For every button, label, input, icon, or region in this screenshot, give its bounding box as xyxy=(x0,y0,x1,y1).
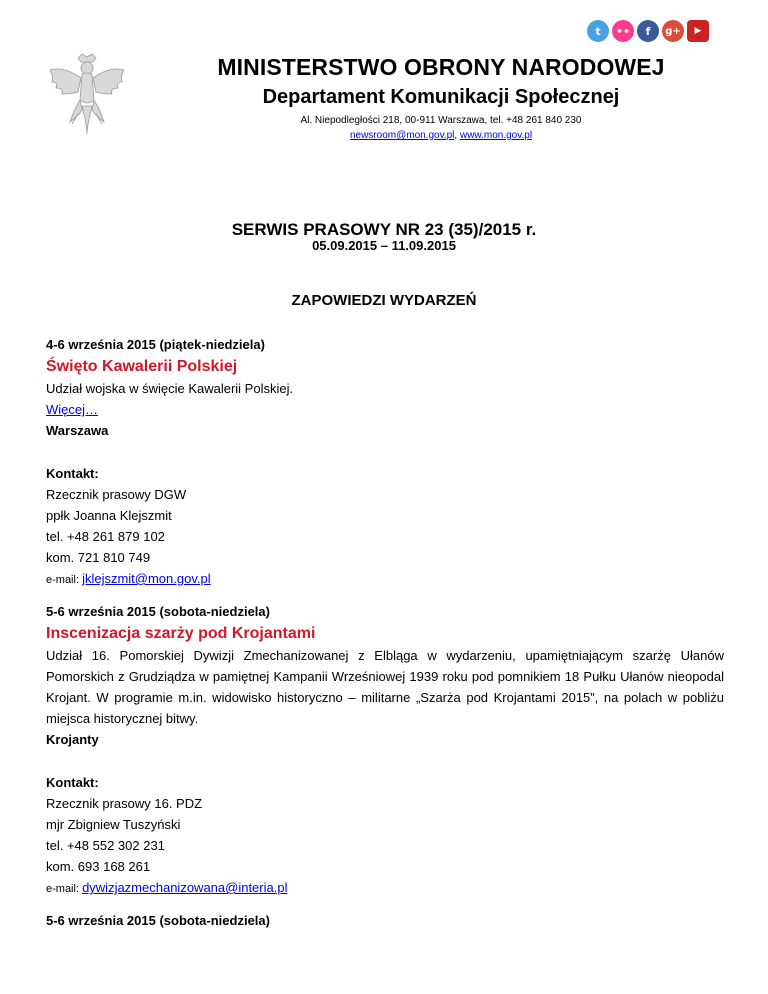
service-title: SERWIS PRASOWY NR 23 (35)/2015 r. xyxy=(231,220,537,239)
contact-line: Rzecznik prasowy DGW xyxy=(46,487,187,502)
contact-line: Rzecznik prasowy 16. PDZ xyxy=(46,796,203,811)
facebook-icon[interactable]: f xyxy=(637,20,659,42)
event-title: Inscenizacja szarży pod Krojantami xyxy=(46,625,316,642)
polish-eagle-emblem xyxy=(44,52,130,138)
contact-email-link[interactable]: jklejszmit@mon.gov.pl xyxy=(82,571,211,586)
event-description: Udział wojska w święcie Kawalerii Polskiej. xyxy=(46,381,294,396)
more-link[interactable]: Więcej… xyxy=(46,402,99,417)
event-city: Krojanty xyxy=(46,732,99,747)
social-icons xyxy=(587,20,709,42)
contact-links xyxy=(155,130,727,141)
contact-email-link[interactable]: dywizjazmechanizowana@interia.pl xyxy=(82,880,288,895)
event-date: 5-6 września 2015 (sobota-niedziela) xyxy=(46,604,270,619)
contact-email-row xyxy=(46,568,724,591)
event-description: Udział 16. Pomorskiej Dywizji Zmechanizowanej z Elbląga w wydarzeniu, upamiętniającym szarżę Ułanów Pomorskich z Grudziądza w pamiętnej Kampanii Wrześniowej 1939 roku pod pomnikiem 18 Pułku Ułanów nieopodal Krojant. W programie m.in. widowisko historyczno – militarne „Szarża pod Krojantami 2015”, na polach w pobliżu miejsca historycznej bitwy. xyxy=(46,648,724,726)
event-title: Święto Kawalerii Polskiej xyxy=(46,358,238,375)
ministry-title: MINISTERSTWO OBRONY NARODOWEJ xyxy=(217,54,665,80)
department-name: Departament Komunikacji Społecznej xyxy=(262,86,620,108)
contact-line: mjr Zbigniew Tuszyński xyxy=(46,817,181,832)
contact-line: kom. 721 810 749 xyxy=(46,550,151,565)
contact-line: ppłk Joanna Klejszmit xyxy=(46,508,172,523)
contact-label: Kontakt: xyxy=(46,466,99,481)
flickr-icon[interactable]: •• xyxy=(612,20,634,42)
service-dates: 05.09.2015 – 11.09.2015 xyxy=(312,238,456,253)
section-title: ZAPOWIEDZI WYDARZEŃ xyxy=(291,292,477,309)
email-label: e-mail: xyxy=(46,574,83,586)
twitter-icon[interactable]: t xyxy=(587,20,609,42)
newsroom-email-link[interactable]: newsroom@mon.gov.pl xyxy=(349,130,455,141)
youtube-icon[interactable]: ▶ xyxy=(687,20,709,42)
website-link[interactable]: www.mon.gov.pl xyxy=(459,130,533,141)
contact-line: tel. +48 552 302 231 xyxy=(46,838,165,853)
event-city: Warszawa xyxy=(46,423,109,438)
link-separator: , xyxy=(454,130,460,141)
contact-line: kom. 693 168 261 xyxy=(46,859,151,874)
ministry-address: Al. Niepodległości 218, 00-911 Warszawa, tel. +48 261 840 230 xyxy=(300,115,582,126)
google-plus-icon[interactable]: g+ xyxy=(662,20,684,42)
event-date: 5-6 września 2015 (sobota-niedziela) xyxy=(46,913,270,928)
contact-line: tel. +48 261 879 102 xyxy=(46,529,165,544)
email-label: e-mail: xyxy=(46,883,83,895)
contact-email-row xyxy=(46,877,724,900)
events-list xyxy=(46,334,724,931)
contact-label: Kontakt: xyxy=(46,775,99,790)
event-date: 4-6 września 2015 (piątek-niedziela) xyxy=(46,337,265,352)
